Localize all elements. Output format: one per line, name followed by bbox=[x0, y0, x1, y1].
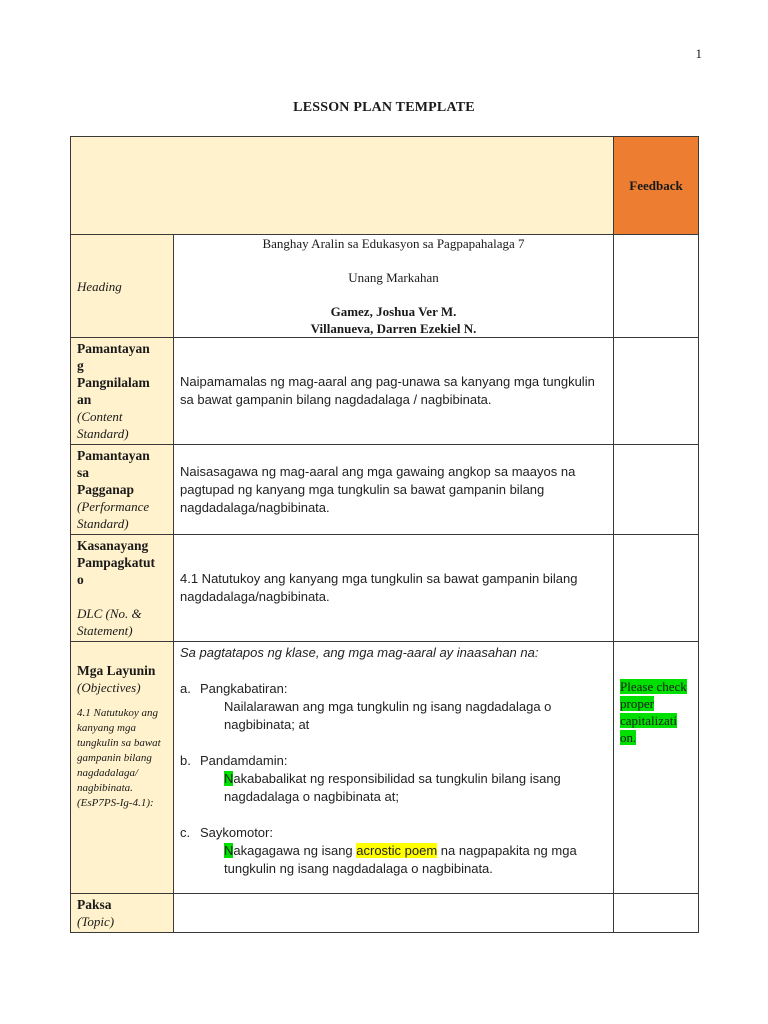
document-title: LESSON PLAN TEMPLATE bbox=[293, 100, 475, 115]
heading-label-cell bbox=[71, 235, 174, 338]
topic-label: Paksa bbox=[77, 897, 112, 912]
topic-row bbox=[71, 894, 699, 933]
objective-c-text-2: na nagpapakita ng mga tungkulin ng isang nagdadalaga o nagbibinata. bbox=[224, 843, 577, 876]
performance-standard-row bbox=[71, 445, 699, 535]
objective-b-text: akababalikat ng responsibilidad sa tungkulin bilang isang nagdadalaga o nagbibinata at; bbox=[224, 771, 561, 804]
content-standard-text: Naipamamalas ng mag-aaral ang pag-unawa sa kanyang mga tungkulin sa bawat gampanin bilang nagdadalaga / nagbibinata. bbox=[174, 338, 614, 445]
objective-c-highlight-phrase: acrostic poem bbox=[356, 843, 438, 858]
objective-b-highlight-initial: N bbox=[224, 771, 234, 786]
skills-feedback-cell bbox=[614, 535, 699, 642]
objectives-row bbox=[71, 642, 699, 894]
topic-content-cell bbox=[174, 894, 614, 933]
heading-author-1: Gamez, Joshua Ver M. bbox=[330, 304, 457, 319]
objective-b-text-block bbox=[180, 770, 607, 806]
heading-quarter: Unang Markahan bbox=[348, 270, 439, 285]
topic-label-cell bbox=[71, 894, 174, 933]
objective-a-title: Pangkabatiran: bbox=[200, 681, 288, 696]
objectives-sublabel: (Objectives) bbox=[77, 680, 141, 695]
objectives-competency-note: 4.1 Natutukoy ang kanyang mga tungkulin sa bawat gampanin bilang nagdadalaga/ nagbibinata. (EsP7PS-Ig-4.1): bbox=[77, 707, 161, 809]
objective-a-text: Nailalarawan ang mga tungkulin ng isang nagdadalaga o nagbibinata; at bbox=[224, 699, 552, 732]
objective-c-title: Saykomotor: bbox=[200, 825, 273, 840]
heading-content-cell bbox=[174, 235, 614, 338]
skills-text: 4.1 Natutukoy ang kanyang mga tungkulin sa bawat gampanin bilang nagdadalaga/nagbibinata. bbox=[174, 535, 614, 642]
content-standard-feedback-cell bbox=[614, 338, 699, 445]
objective-b-letter: b. bbox=[180, 753, 191, 768]
performance-standard-feedback-cell bbox=[614, 445, 699, 535]
objective-c-letter: c. bbox=[180, 825, 191, 840]
objective-b bbox=[180, 752, 607, 770]
header-blank-cell bbox=[71, 137, 614, 235]
objective-c-highlight-initial: N bbox=[224, 843, 234, 858]
skills-label: Kasanayang Pampagkatut o bbox=[77, 538, 156, 587]
performance-standard-label: Pamantayan sa Pagganap bbox=[77, 448, 150, 497]
performance-standard-label-cell bbox=[71, 445, 174, 535]
objective-c-text-1: akagagawa ng isang bbox=[233, 843, 357, 858]
heading-feedback-cell bbox=[614, 235, 699, 338]
objectives-label: Mga Layunin bbox=[77, 663, 156, 678]
objectives-feedback-cell bbox=[614, 642, 699, 894]
objective-a-letter: a. bbox=[180, 681, 191, 696]
objective-a bbox=[180, 680, 607, 698]
objectives-content-cell bbox=[174, 642, 614, 894]
feedback-header: Feedback bbox=[614, 137, 699, 235]
content-standard-label: Pamantayan g Pangnilalam an bbox=[77, 341, 150, 407]
topic-feedback-cell bbox=[614, 894, 699, 933]
heading-subject: Banghay Aralin sa Edukasyon sa Pagpapahalaga 7 bbox=[262, 236, 525, 251]
objective-c bbox=[180, 824, 607, 842]
content-standard-row bbox=[71, 338, 699, 445]
objectives-label-cell bbox=[71, 642, 174, 894]
skills-row bbox=[71, 535, 699, 642]
header-row bbox=[71, 137, 699, 235]
content-standard-label-cell bbox=[71, 338, 174, 445]
performance-standard-sublabel: (Performance Standard) bbox=[77, 499, 150, 531]
page-number: 1 bbox=[695, 46, 702, 61]
objectives-feedback-note: Please check proper capitalizati on. bbox=[620, 679, 687, 745]
lesson-plan-table bbox=[70, 136, 699, 933]
heading-label: Heading bbox=[77, 278, 122, 294]
objective-b-title: Pandamdamin: bbox=[200, 753, 288, 768]
performance-standard-text: Naisasagawa ng mag-aaral ang mga gawaing angkop sa maayos na pagtupad ng kanyang mga tungkulin sa bawat gampanin bilang nagdadalaga/nagbibinata. bbox=[174, 445, 614, 535]
skills-label-cell bbox=[71, 535, 174, 642]
heading-author-2: Villanueva, Darren Ezekiel N. bbox=[310, 321, 477, 336]
content-standard-sublabel: (Content Standard) bbox=[77, 409, 129, 441]
objectives-intro: Sa pagtatapos ng klase, ang mga mag-aaral ay inaasahan na: bbox=[180, 645, 539, 660]
topic-sublabel: (Topic) bbox=[77, 914, 115, 929]
heading-row bbox=[71, 235, 699, 338]
skills-sublabel: DLC (No. & Statement) bbox=[77, 606, 142, 638]
objective-c-text-block bbox=[180, 842, 607, 878]
